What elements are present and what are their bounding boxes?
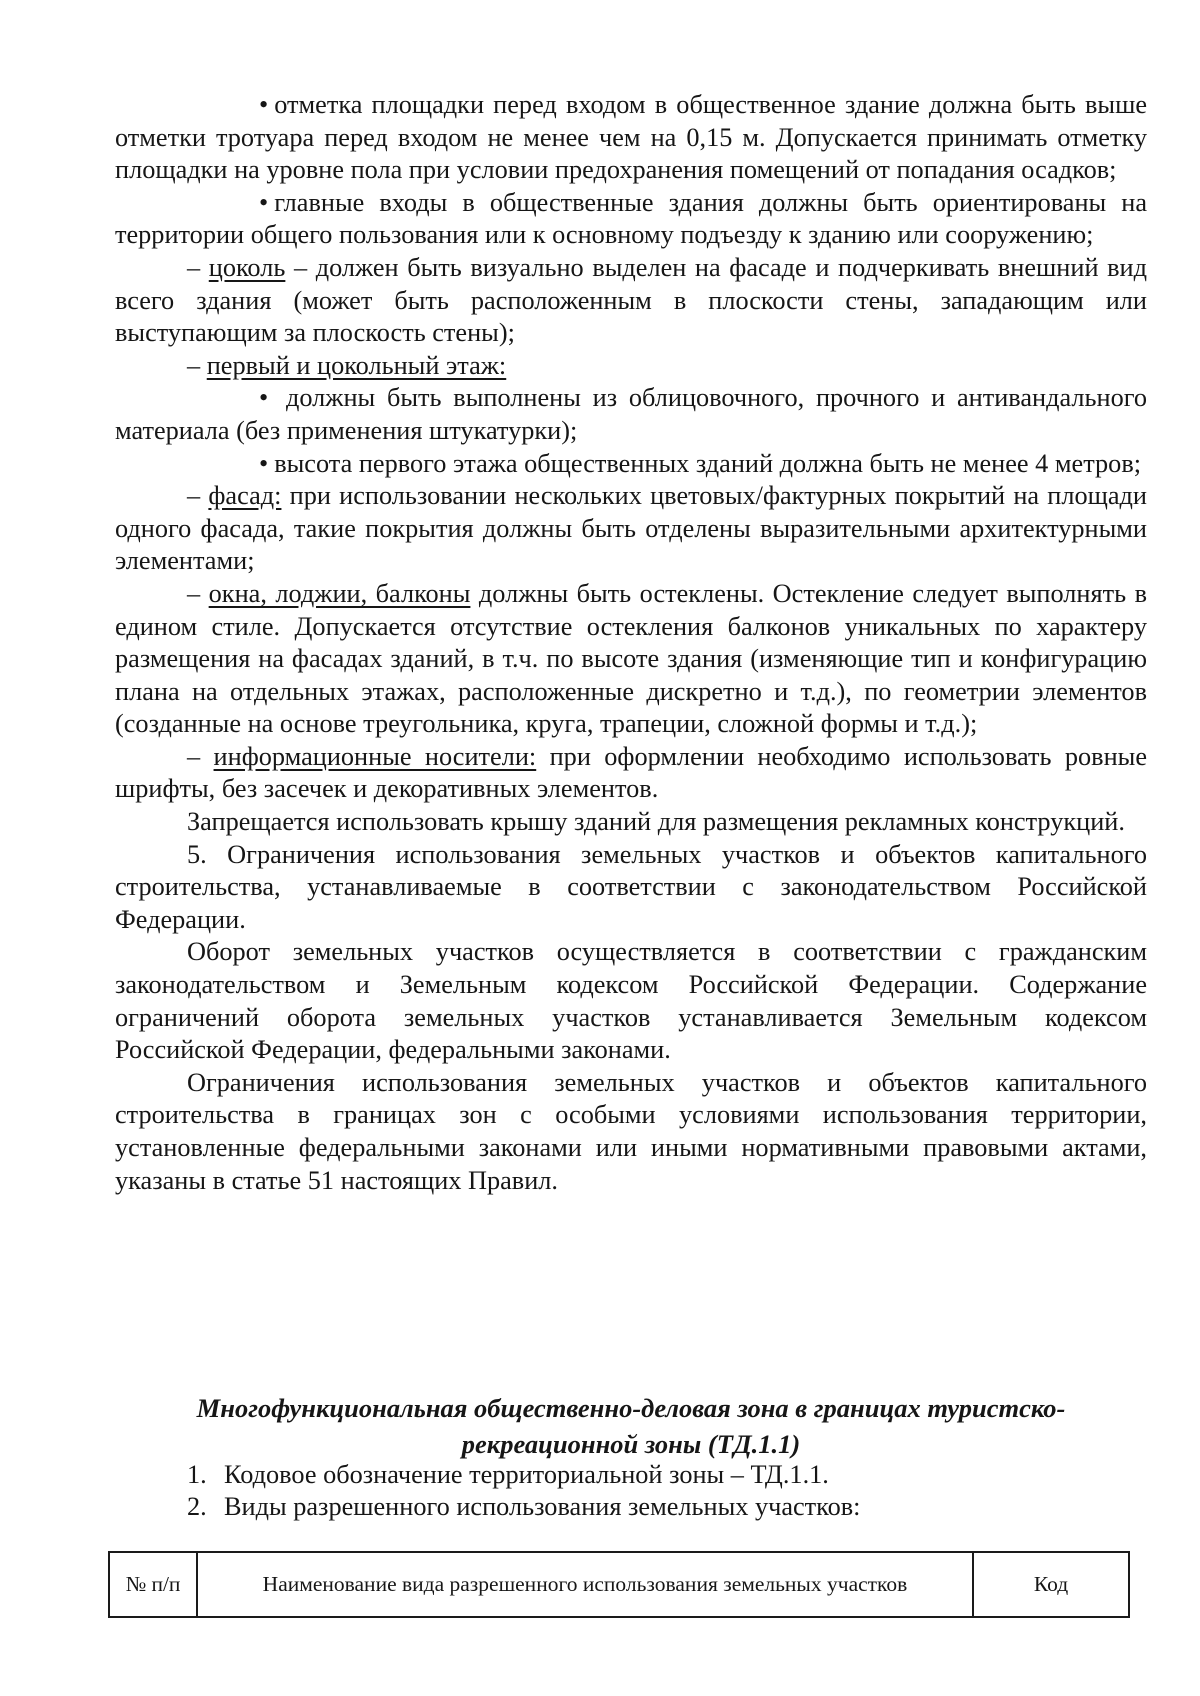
underlined-term: окна, лоджии, балконы bbox=[208, 578, 471, 608]
bullet-icon: • bbox=[259, 383, 269, 413]
list-item: 1. Кодовое обозначение территориальной зоны – ТД.1.1. bbox=[187, 1460, 829, 1489]
list-item: 2. Виды разрешенного использования земельных участков: bbox=[187, 1492, 861, 1521]
dash-paragraph: – фасад: при использовании нескольких цветовых/фактурных покрытий на площади одного фасада, такие покрытия должны быть отделены выразительными архитектурными элементами; bbox=[115, 481, 1147, 576]
document-body bbox=[115, 89, 1147, 1197]
section-5-paragraph: 5. Ограничения использования земельных участков и объектов капитального строительства, устанавливаемые в соответствии с законодательством Российской Федерации. bbox=[115, 839, 1147, 934]
zone-heading bbox=[115, 1390, 1147, 1462]
bullet-icon: • bbox=[259, 448, 269, 478]
dash-paragraph: – первый и цокольный этаж: bbox=[187, 350, 507, 380]
zone-heading-line: Многофункциональная общественно-деловая зона в границах туристско- bbox=[196, 1393, 1066, 1423]
bullet-icon: • bbox=[259, 90, 269, 119]
paragraph: Запрещается использовать крышу зданий для размещения рекламных конструкций. bbox=[187, 807, 1125, 837]
column-header-name: Наименование вида разрешенного использования земельных участков bbox=[197, 1552, 973, 1617]
bullet-paragraph: • главные входы в общественные здания должны быть ориентированы на территории общего пользования или к основному подъезду к зданию или сооружению; bbox=[115, 187, 1147, 250]
numbered-list bbox=[187, 1459, 1147, 1523]
dash-paragraph: – окна, лоджии, балконы должны быть остеклены. Остекление следует выполнять в едином стиле. Допускается отсутствие остекления балконов уникальных по характеру размещения на фасадах зданий, в т.ч. по высоте здания (изменяющие тип и конфигурацию плана на отдельных этажах, расположенные дискретно и т.д.), по геометрии элементов (созданные на основе треугольника, круга, трапеции, сложной формы и т.д.); bbox=[115, 578, 1147, 739]
bullet-paragraph: • отметка площадки перед входом в общественное здание должна быть выше отметки тротуара перед входом не менее чем на 0,15 м. Допускается принимать отметку площадки на уровне пола при условии предохранения помещений от попадания осадков; bbox=[115, 90, 1147, 185]
bullet-paragraph: • высота первого этажа общественных зданий должна быть не менее 4 метров; bbox=[115, 448, 1147, 481]
dash-paragraph: – информационные носители: при оформлении необходимо использовать ровные шрифты, без засечек и декоративных элементов. bbox=[115, 741, 1148, 804]
dash-paragraph: – цоколь – должен быть визуально выделен на фасаде и подчеркивать внешний вид всего здания (может быть расположенным в плоскости стены, западающим или выступающим за плоскость стены); bbox=[115, 252, 1147, 348]
bullet-icon: • bbox=[259, 187, 269, 217]
table-header-row bbox=[109, 1552, 1129, 1617]
underlined-term: цоколь bbox=[208, 252, 286, 282]
paragraph: Ограничения использования земельных участков и объектов капитального строительства в границах зон с особыми условиями использования территории, установленные федеральными законами или иными нормативными правовыми актами, указаны в статье 51 настоящих Правил. bbox=[115, 1067, 1147, 1195]
land-use-table bbox=[108, 1551, 1130, 1618]
underlined-term: фасад: bbox=[208, 481, 282, 511]
column-header-number: № п/п bbox=[109, 1552, 197, 1617]
paragraph: Оборот земельных участков осуществляется в соответствии с гражданским законодательством и Земельным кодексом Российской Федерации. Содержание ограничений оборота земельных участков устанавливается Земельным кодексом Российской Федерации, федеральными законами. bbox=[115, 937, 1147, 1065]
bullet-paragraph: • должны быть выполнены из облицовочного, прочного и антивандального материала (без применения штукатурки); bbox=[115, 383, 1147, 445]
underlined-term: первый и цокольный этаж: bbox=[206, 350, 507, 380]
column-header-code: Код bbox=[973, 1552, 1129, 1617]
underlined-term: информационные носители: bbox=[213, 741, 537, 771]
zone-heading-line: рекреационной зоны (ТД.1.1) bbox=[461, 1429, 801, 1459]
